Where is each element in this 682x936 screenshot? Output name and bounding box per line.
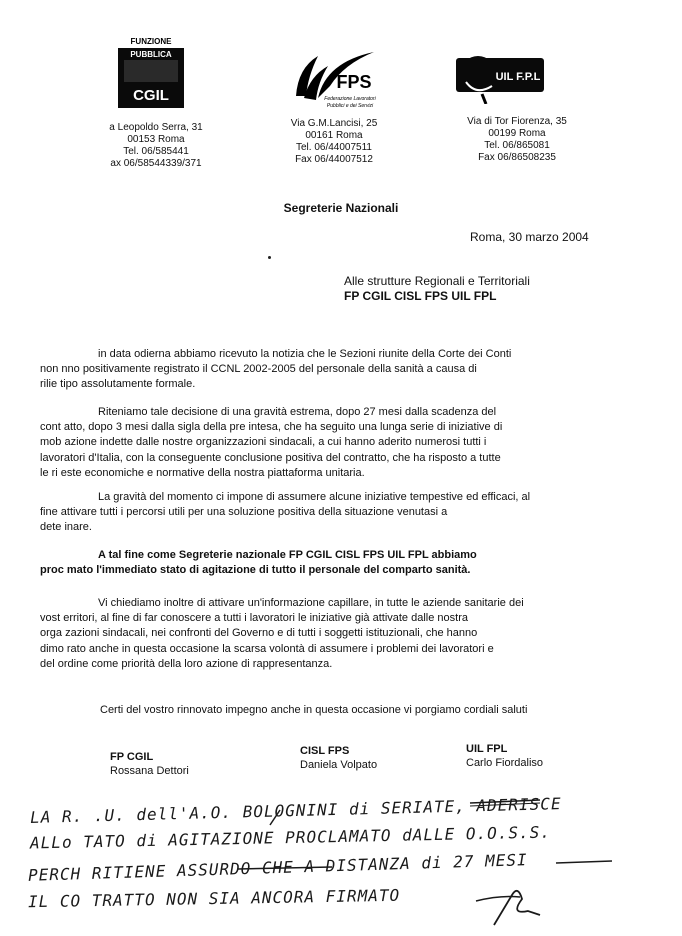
svg-text:Pubblici e dei Servizi: Pubblici e dei Servizi bbox=[326, 103, 374, 109]
paragraph-line: non nno positivamente registrato il CCNL 2002-2005 del personale della sanità a causa di bbox=[40, 363, 477, 376]
speck bbox=[268, 256, 271, 259]
paragraph-line: lavoratori d'Italia, con la conseguente conclusione positiva del contratto, che ha risposto a tutte bbox=[40, 451, 501, 464]
cgil-logo bbox=[118, 36, 184, 108]
svg-text:PUBBLICA: PUBBLICA bbox=[130, 50, 172, 59]
signature-name: Rossana Dettori bbox=[110, 765, 189, 777]
closing-line: Certi del vostro rinnovato impegno anche in questa occasione vi porgiamo cordiali saluti bbox=[100, 704, 528, 716]
paragraph-line: fine attivare tutti i percorsi utili per una soluzione positiva della situazione venutasi a bbox=[40, 506, 448, 519]
paragraph-5 bbox=[40, 596, 600, 672]
paragraph-2 bbox=[40, 405, 600, 481]
paragraph-line: proc mato l'immediato stato di agitazione di tutto il personale del comparto sanità. bbox=[40, 564, 471, 577]
paragraph-line: in data odierna abbiamo ricevuto la notizia che le Sezioni riunite della Corte dei Conti bbox=[98, 348, 512, 360]
paragraph-line: cont atto, dopo 3 mesi dalla sigla della pre intesa, che ha seguito una lunga serie di iniziative di bbox=[40, 421, 503, 434]
fps-address-line: Tel. 06/44007511 bbox=[296, 142, 372, 153]
letter-date: Roma, 30 marzo 2004 bbox=[470, 230, 589, 244]
svg-text:Federazione Lavoratori: Federazione Lavoratori bbox=[324, 96, 376, 102]
handwritten-line: LA R. .U. dell'A.O. BOLOGNINI di SERIATE, ADERISCE bbox=[29, 794, 562, 827]
signature-org: CISL FPS bbox=[300, 745, 350, 757]
fps-address bbox=[272, 118, 396, 166]
recipient-line: Alle strutture Regionali e Territoriali bbox=[344, 274, 530, 288]
uil-logo bbox=[456, 52, 556, 104]
paragraph-line: dimo rato anche in questa occasione la scarsa volontà di assumere i problemi dei lavoratori e bbox=[40, 642, 494, 655]
uil-address-line: Tel. 06/865081 bbox=[484, 140, 550, 151]
signature-org: UIL FPL bbox=[466, 743, 508, 755]
paragraph-line: del ordine come priorità della loro azione di rappresentanza. bbox=[40, 657, 333, 670]
paragraph-line: A tal fine come Segreterie nazionale FP CGIL CISL FPS UIL FPL abbiamo bbox=[98, 549, 477, 561]
letter-heading: Segreterie Nazionali bbox=[283, 201, 399, 215]
paragraph-line: mob azione indette dalle nostre organizzazioni sindacali, a cui hanno aderito numerosi tutti i bbox=[40, 436, 487, 449]
fps-address-line: 00161 Roma bbox=[305, 130, 363, 141]
signature-org: FP CGIL bbox=[110, 751, 154, 763]
uil-address-line: 00199 Roma bbox=[488, 128, 546, 139]
cgil-address-line: a Leopoldo Serra, 31 bbox=[109, 122, 203, 133]
paragraph-1 bbox=[40, 347, 600, 393]
signature-name: Carlo Fiordaliso bbox=[466, 757, 544, 769]
svg-text:UIL F.P.L: UIL F.P.L bbox=[495, 71, 541, 83]
paragraph-line: Riteniamo tale decisione di una gravità estrema, dopo 27 mesi dalla scadenza del bbox=[98, 406, 497, 418]
handwritten-line: ALLo TATO di AGITAZIONE PROCLAMATO dALLE O.O.S.S. bbox=[29, 822, 552, 853]
uil-address-line: Fax 06/86508235 bbox=[478, 152, 556, 163]
handwritten-line: PERCH RITIENE ASSURDO CHE A DISTANZA di 27 MESI bbox=[27, 850, 528, 885]
paragraph-line: le ri este economiche e normative della nostra piattaforma unitaria. bbox=[40, 466, 365, 479]
fps-address-line: Fax 06/44007512 bbox=[295, 154, 373, 165]
svg-text:FPS: FPS bbox=[336, 72, 372, 92]
cgil-address-line: 00153 Roma bbox=[127, 134, 185, 145]
paragraph-line: Vi chiediamo inoltre di attivare un'informazione capillare, in tutte le aziende sanitarie dei bbox=[98, 597, 524, 609]
svg-text:FUNZIONE: FUNZIONE bbox=[130, 37, 172, 46]
recipients bbox=[344, 274, 530, 304]
paragraph-3 bbox=[40, 490, 600, 536]
handwritten-strokes bbox=[0, 765, 682, 936]
paragraph-line: vost erritori, al fine di far conoscere a tutti i lavoratori le iniziative già attivate dalle nostra bbox=[40, 612, 468, 625]
handwritten-line: IL CO TRATTO NON SIA ANCORA FIRMATO bbox=[27, 885, 401, 912]
paragraph-line: dete inare. bbox=[40, 521, 92, 534]
handwritten-note bbox=[0, 765, 682, 936]
recipient-line: FP CGIL CISL FPS UIL FPL bbox=[344, 289, 497, 303]
fps-address-line: Via G.M.Lancisi, 25 bbox=[290, 118, 378, 129]
uil-address-line: Via di Tor Fiorenza, 35 bbox=[467, 116, 567, 127]
uil-address bbox=[452, 116, 582, 164]
paragraph-line: La gravità del momento ci impone di assumere alcune iniziative tempestive ed efficaci, al bbox=[98, 491, 531, 503]
cgil-address-line: Tel. 06/585441 bbox=[123, 146, 189, 157]
svg-text:CGIL: CGIL bbox=[133, 87, 169, 104]
fps-logo bbox=[288, 48, 388, 112]
signature-name: Daniela Volpato bbox=[300, 759, 378, 771]
cgil-address-line: ax 06/58544339/371 bbox=[110, 158, 202, 169]
paragraph-4 bbox=[40, 548, 600, 578]
cgil-address bbox=[96, 122, 216, 170]
paragraph-line: orga zazioni sindacali, nei confronti del Governo e di tutti i soggetti istituzionali, che hanno bbox=[40, 627, 478, 640]
paragraph-line: rilie tipo assolutamente formale. bbox=[40, 378, 196, 391]
